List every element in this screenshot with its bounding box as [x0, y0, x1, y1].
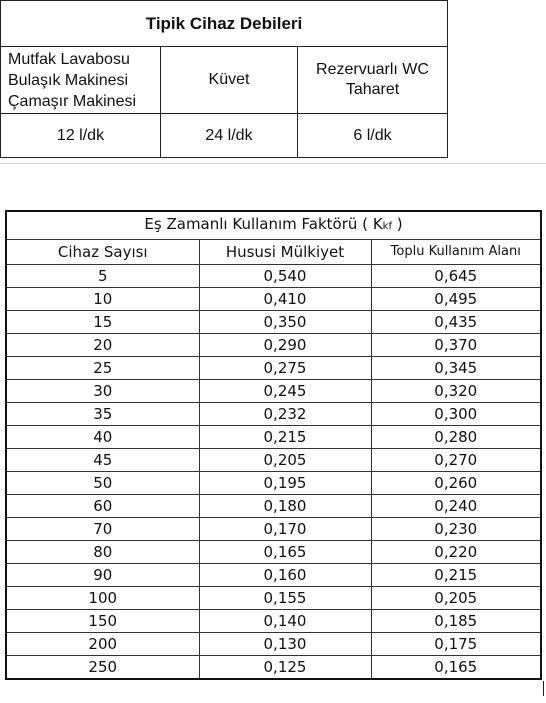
- flow-value-bathtub: 24 l/dk: [161, 114, 298, 158]
- cell-private-ownership: 0,170: [199, 518, 371, 541]
- cell-public-use-area: 0,205: [371, 587, 541, 610]
- kkf-table-title: [6, 211, 541, 240]
- table-row: [6, 311, 541, 334]
- cell-public-use-area: 0,175: [371, 633, 541, 656]
- header-line: Bulaşık Makinesi: [8, 71, 129, 89]
- header-line: Mutfak Lavabosu: [8, 50, 130, 68]
- cell-public-use-area: 0,495: [371, 288, 541, 311]
- column-header-public-use-area: Toplu Kullanım Alanı: [371, 240, 541, 265]
- table-row: [6, 633, 541, 656]
- table-row: [6, 610, 541, 633]
- cell-public-use-area: 0,320: [371, 380, 541, 403]
- device-flow-table: [0, 0, 448, 158]
- header-line: Küvet: [208, 71, 250, 88]
- column-header-private-ownership: Hususi Mülkiyet: [199, 240, 371, 265]
- flow-column-header-kitchen: [1, 47, 161, 114]
- cell-private-ownership: 0,155: [199, 587, 371, 610]
- cell-device-count: 60: [6, 495, 199, 518]
- kkf-title-symbol-subscript: kf: [382, 221, 392, 232]
- cell-public-use-area: 0,300: [371, 403, 541, 426]
- cell-private-ownership: 0,205: [199, 449, 371, 472]
- table-row: [6, 495, 541, 518]
- table-row: [6, 288, 541, 311]
- table-row: [6, 518, 541, 541]
- cell-device-count: 70: [6, 518, 199, 541]
- cell-private-ownership: 0,160: [199, 564, 371, 587]
- table-row: [6, 426, 541, 449]
- table-row: [6, 656, 541, 680]
- cell-public-use-area: 0,165: [371, 656, 541, 680]
- table-row: [6, 403, 541, 426]
- cell-private-ownership: 0,130: [199, 633, 371, 656]
- table-row: [6, 564, 541, 587]
- cell-device-count: 80: [6, 541, 199, 564]
- table-row: [6, 334, 541, 357]
- cell-private-ownership: 0,165: [199, 541, 371, 564]
- cell-public-use-area: 0,185: [371, 610, 541, 633]
- table-row: [6, 449, 541, 472]
- cell-device-count: 10: [6, 288, 199, 311]
- cell-public-use-area: 0,280: [371, 426, 541, 449]
- cell-public-use-area: 0,645: [371, 265, 541, 288]
- kkf-title-text: Eş Zamanlı Kullanım Faktörü (: [144, 215, 369, 233]
- table-row: [6, 587, 541, 610]
- text-cursor: [543, 681, 544, 696]
- header-line: Çamaşır Makinesi: [8, 92, 137, 110]
- cell-public-use-area: 0,270: [371, 449, 541, 472]
- kkf-title-end: ): [391, 215, 403, 233]
- table-row: [6, 357, 541, 380]
- cell-device-count: 100: [6, 587, 199, 610]
- cell-private-ownership: 0,140: [199, 610, 371, 633]
- cell-device-count: 90: [6, 564, 199, 587]
- cell-device-count: 250: [6, 656, 199, 680]
- flow-value-wc: 6 l/dk: [298, 114, 448, 158]
- cell-device-count: 35: [6, 403, 199, 426]
- table-row: [6, 472, 541, 495]
- cell-device-count: 200: [6, 633, 199, 656]
- cell-private-ownership: 0,540: [199, 265, 371, 288]
- cell-private-ownership: 0,410: [199, 288, 371, 311]
- cell-device-count: 25: [6, 357, 199, 380]
- cell-public-use-area: 0,240: [371, 495, 541, 518]
- cell-public-use-area: 0,260: [371, 472, 541, 495]
- flow-column-header-bathtub: [161, 47, 298, 114]
- cell-device-count: 20: [6, 334, 199, 357]
- table-row: [6, 541, 541, 564]
- cell-public-use-area: 0,230: [371, 518, 541, 541]
- cell-private-ownership: 0,290: [199, 334, 371, 357]
- kkf-table-body: [6, 265, 541, 680]
- cell-private-ownership: 0,350: [199, 311, 371, 334]
- section-divider: [0, 163, 546, 164]
- cell-public-use-area: 0,215: [371, 564, 541, 587]
- cell-device-count: 30: [6, 380, 199, 403]
- table-row: [6, 380, 541, 403]
- cell-private-ownership: 0,215: [199, 426, 371, 449]
- header-line: Rezervuarlı WC: [316, 61, 429, 78]
- cell-device-count: 45: [6, 449, 199, 472]
- cell-private-ownership: 0,275: [199, 357, 371, 380]
- cell-private-ownership: 0,232: [199, 403, 371, 426]
- column-header-device-count: Cihaz Sayısı: [6, 240, 199, 265]
- cell-device-count: 5: [6, 265, 199, 288]
- cell-device-count: 15: [6, 311, 199, 334]
- simultaneous-use-factor-table: [5, 210, 542, 680]
- cell-private-ownership: 0,180: [199, 495, 371, 518]
- header-line: Taharet: [345, 81, 400, 98]
- table-row: [6, 265, 541, 288]
- flow-table-title: Tipik Cihaz Debileri: [1, 1, 448, 47]
- cell-private-ownership: 0,195: [199, 472, 371, 495]
- cell-private-ownership: 0,125: [199, 656, 371, 680]
- flow-column-header-wc: [298, 47, 448, 114]
- cell-public-use-area: 0,435: [371, 311, 541, 334]
- flow-value-kitchen: 12 l/dk: [1, 114, 161, 158]
- cell-public-use-area: 0,220: [371, 541, 541, 564]
- cell-device-count: 50: [6, 472, 199, 495]
- cell-private-ownership: 0,245: [199, 380, 371, 403]
- cell-device-count: 150: [6, 610, 199, 633]
- cell-public-use-area: 0,345: [371, 357, 541, 380]
- kkf-title-symbol: K: [372, 215, 383, 233]
- cell-device-count: 40: [6, 426, 199, 449]
- cell-public-use-area: 0,370: [371, 334, 541, 357]
